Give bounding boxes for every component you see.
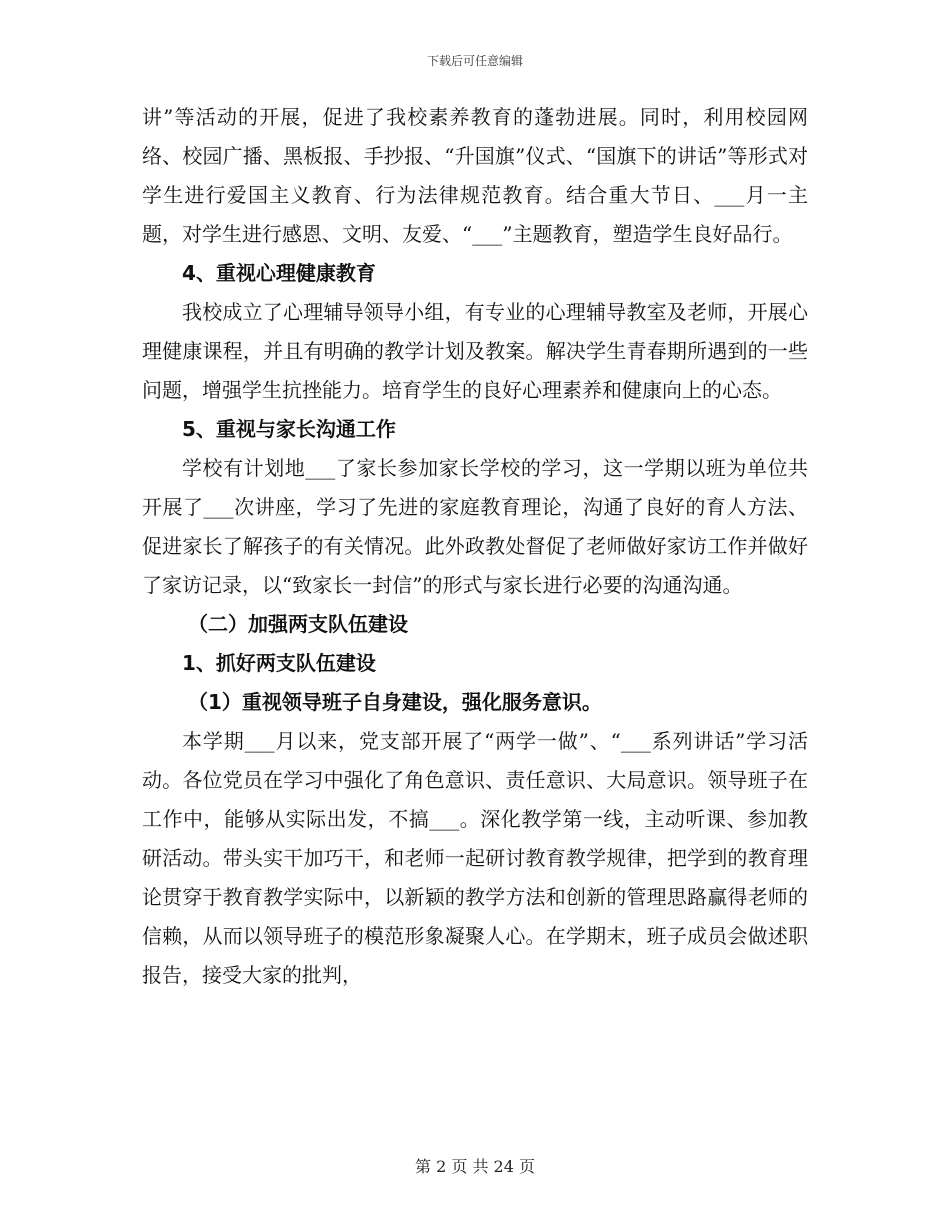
heading-leadership: （1）重视领导班子自身建设，强化服务意识。 — [188, 690, 602, 714]
document-body — [142, 98, 808, 995]
paragraph-parent-communication: 学校有计划地___了家长参加家长学校的学习，这一学期以班为单位共开展了___次讲座，学习了先进的家庭教育理论，沟通了良好的育人方法、促进家长了解孩子的有关情况。此外政教处督促了老师做好家访工作并做好了家访记录，以“致家长一封信”的形式与家长进行必要的沟通沟通。 — [142, 456, 808, 597]
paragraph-mental-health: 我校成立了心理辅导领导小组，有专业的心理辅导教室及老师，开展心理健康课程，并且有明确的教学计划及教案。解决学生青春期所遇到的一些问题，增强学生抗挫能力。培育学生的良好心理素养和健康向上的心态。 — [142, 300, 808, 402]
heading-mental-health: 4、重视心理健康教育 — [182, 261, 376, 285]
heading-section-two: （二）加强两支队伍建设 — [188, 612, 408, 636]
paragraph-leadership: 本学期___月以来，党支部开展了“两学一做”、“___系列讲话”学习活动。各位党员在学习中强化了角色意识、责任意识、大局意识。领导班子在工作中，能够从实际出发，不搞___。深化教学第一线，主动听课、参加教研活动。带头实干加巧干，和老师一起研讨教育教学规律，把学到的教育理论贯穿于教育教学实际中，以新颖的教学方法和创新的管理思路赢得老师的信赖，从而以领导班子的模范形象凝聚人心。在学期末，班子成员会做述职报告，接受大家的批判， — [142, 729, 808, 987]
heading-parent-communication: 5、重视与家长沟通工作 — [182, 417, 396, 441]
page-header: 下载后可任意编辑 — [426, 54, 523, 68]
paragraph-activities: 讲”等活动的开展，促进了我校素养教育的蓬勃进展。同时，利用校园网络、校园广播、黑板报、手抄报、“升国旗”仪式、“国旗下的讲话”等形式对学生进行爱国主义教育、行为法律规范教育。结合重大节日、___月一主题，对学生进行感恩、文明、友爱、“___”主题教育，塑造学生良好品行。 — [142, 105, 808, 246]
heading-team-building: 1、抓好两支队伍建设 — [182, 651, 376, 675]
page-number: 第 2 页 共 24 页 — [415, 1157, 535, 1176]
